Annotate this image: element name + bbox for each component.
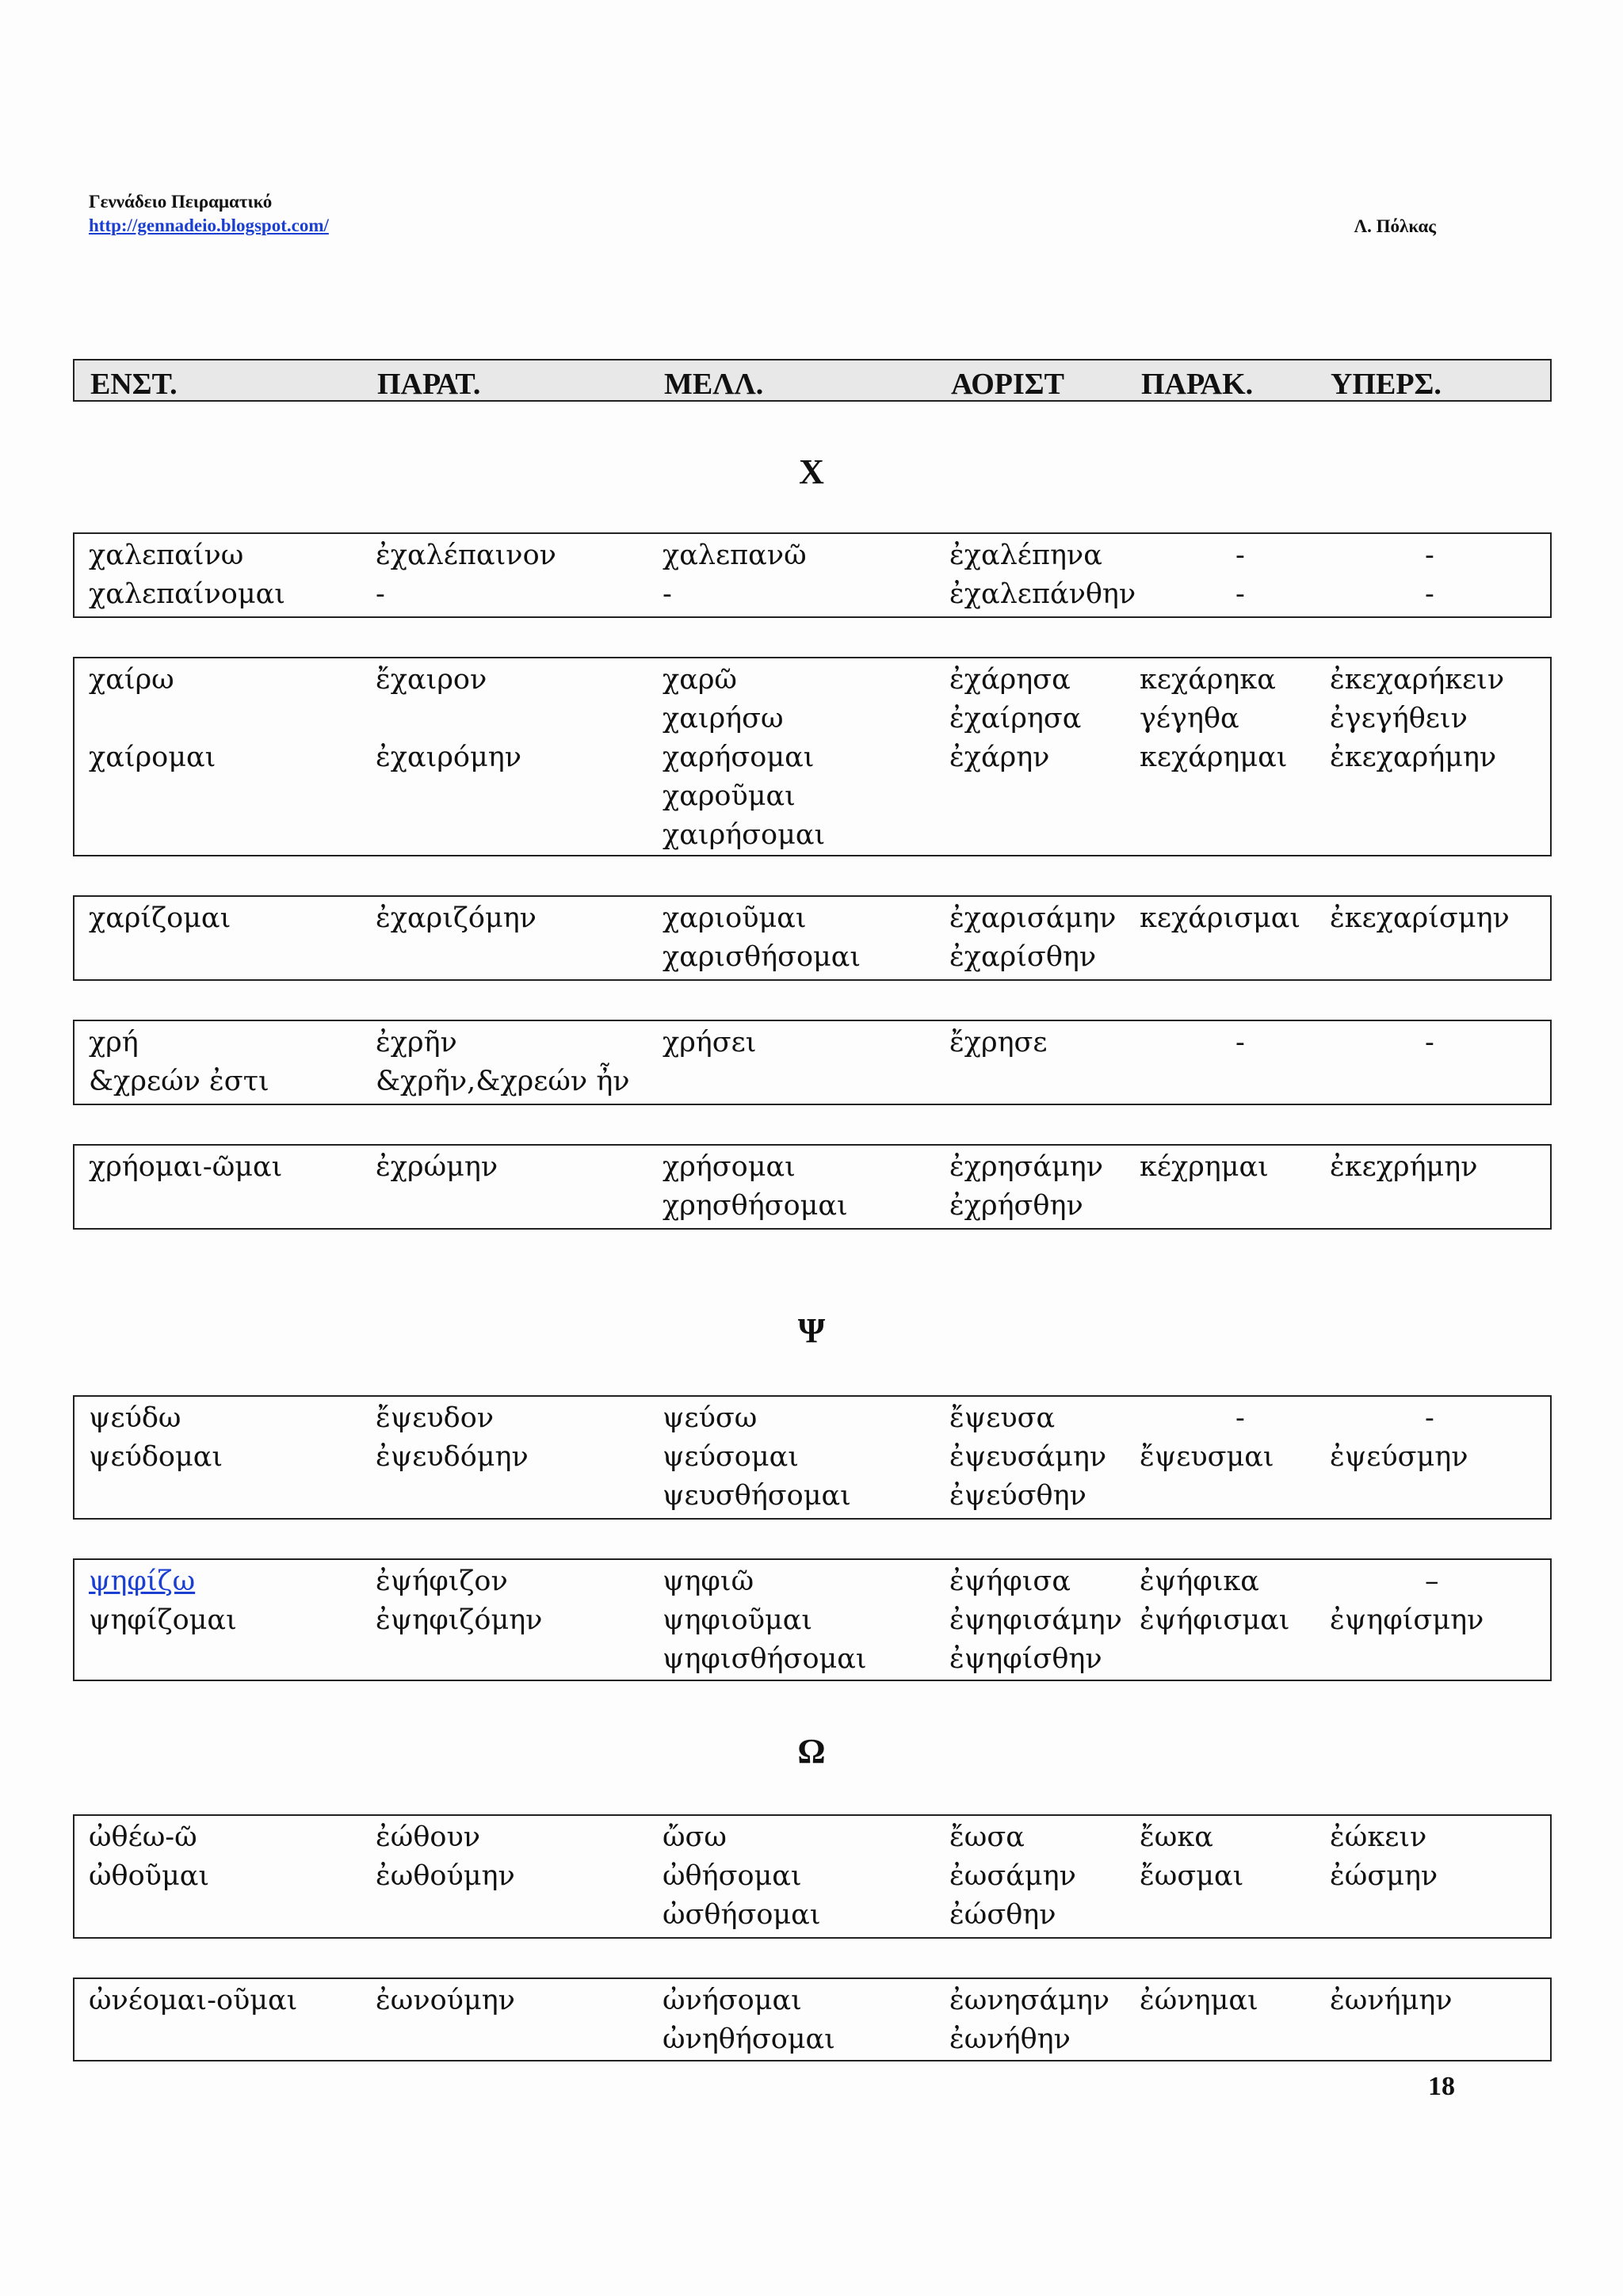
verb-form-aorist: ἐψήφισα xyxy=(949,1566,1071,1597)
verb-form-aorist: ἔψευσα xyxy=(949,1402,1056,1434)
site-url-link[interactable]: http://gennadeio.blogspot.com/ xyxy=(89,215,329,235)
verb-form-present: χαλεπαίνομαι xyxy=(89,578,285,610)
verb-form-present: χαρίζομαι xyxy=(89,902,231,934)
verb-form-future: ψεύσομαι xyxy=(663,1441,799,1473)
verb-form-present: ὠνέομαι-οῦμαι xyxy=(89,1985,298,2016)
verb-form-present: χαίρομαι xyxy=(89,742,216,773)
verb-form-pluperfect: ἐώκειν xyxy=(1330,1821,1427,1853)
verb-form-aorist: ἐψεύσθην xyxy=(949,1480,1086,1512)
verb-form-present: ψεύδομαι xyxy=(89,1441,223,1473)
verb-group-box xyxy=(73,1020,1552,1105)
verb-form-imperfect: ἐψήφιζον xyxy=(376,1566,508,1597)
author-name: Λ. Πόλκας xyxy=(1354,216,1436,236)
verb-form-future: χαροῦμαι xyxy=(663,780,796,812)
verb-form-aorist: ἐχαρίσθην xyxy=(949,941,1097,973)
verb-form-aorist: ἐχάρην xyxy=(949,742,1050,773)
verb-form-present: &χρεών ἐστι xyxy=(89,1066,269,1097)
verb-form-aorist: ἐψηφισάμην xyxy=(949,1604,1122,1636)
verb-form-future: χαλεπανῶ xyxy=(663,540,807,571)
verb-form-aorist: ἐχαίρησα xyxy=(949,703,1082,734)
verb-group-box xyxy=(73,895,1552,981)
section-letter-omega: Ω xyxy=(797,1732,826,1771)
page-number: 18 xyxy=(1428,2072,1455,2101)
verb-form-pluperfect: ἐκεχρήμην xyxy=(1330,1151,1478,1183)
verb-form-perfect: ἔψευσμαι xyxy=(1140,1441,1274,1473)
verb-form-future: ὠσθήσομαι xyxy=(663,1899,821,1931)
verb-form-aorist: ἐχαλέπηνα xyxy=(949,540,1102,571)
verb-form-perfect: - xyxy=(1235,1027,1245,1058)
verb-form-perfect: κεχάρηκα xyxy=(1140,664,1276,696)
verb-form-imperfect: ἐχρώμην xyxy=(376,1151,498,1183)
verb-form-imperfect: ἐχαιρόμην xyxy=(376,742,521,773)
verb-form-pluperfect: - xyxy=(1425,578,1434,610)
verb-form-aorist: ἐωνησάμην xyxy=(949,1985,1110,2016)
verb-form-imperfect: ἐχαλέπαινον xyxy=(376,540,556,571)
verb-form-future: χρησθήσομαι xyxy=(663,1190,848,1222)
verb-form-aorist: ἐχάρησα xyxy=(949,664,1071,696)
verb-form-future: χρήσομαι xyxy=(663,1151,796,1183)
site-name: Γεννάδειο Πειραματικό xyxy=(89,192,273,212)
verb-group-box xyxy=(73,1395,1552,1520)
verb-form-future: ψηφιῶ xyxy=(663,1566,754,1597)
verb-form-pluperfect: ἐώσμην xyxy=(1330,1860,1438,1892)
verb-form-perfect: ἐψήφισμαι xyxy=(1140,1604,1290,1636)
verb-form-perfect: - xyxy=(1235,578,1245,610)
column-header-bar xyxy=(73,359,1552,402)
column-header-pluperfect: ΥΠΕΡΣ. xyxy=(1331,368,1442,401)
section-letter-chi: Χ xyxy=(799,452,824,491)
verb-form-pluperfect: ἐψεύσμην xyxy=(1330,1441,1468,1473)
verb-form-imperfect: ἐώθουν xyxy=(376,1821,481,1853)
verb-form-pluperfect: – xyxy=(1425,1566,1439,1597)
verb-group-box xyxy=(73,657,1552,856)
verb-form-perfect: ἔωσμαι xyxy=(1140,1860,1244,1892)
verb-form-present: χρήομαι-ῶμαι xyxy=(89,1151,283,1183)
verb-form-future: ὠθήσομαι xyxy=(663,1860,802,1892)
verb-form-present: χρή xyxy=(89,1027,139,1058)
verb-form-future: χαιρήσω xyxy=(663,703,784,734)
verb-group-box xyxy=(73,1558,1552,1681)
verb-form-imperfect: &χρῆν,&χρεών ἦν xyxy=(376,1066,630,1097)
verb-form-perfect: - xyxy=(1235,1402,1245,1434)
verb-group-box xyxy=(73,1814,1552,1939)
verb-form-imperfect: ἐχαριζόμην xyxy=(376,902,537,934)
verb-form-perfect: γέγηθα xyxy=(1140,703,1239,734)
verb-form-imperfect: - xyxy=(376,578,385,610)
verb-form-present: ὠθοῦμαι xyxy=(89,1860,210,1892)
verb-form-imperfect: ἐχρῆν xyxy=(376,1027,457,1058)
column-header-present: ΕΝΣΤ. xyxy=(90,368,178,401)
column-header-aorist: ΑΟΡΙΣΤ xyxy=(951,368,1064,401)
verb-form-imperfect: ἐψηφιζόμην xyxy=(376,1604,543,1636)
verb-form-imperfect: ἐωθούμην xyxy=(376,1860,515,1892)
verb-form-aorist: ἐχαρισάμην xyxy=(949,902,1117,934)
verb-group-box xyxy=(73,1978,1552,2061)
document-header xyxy=(89,190,329,238)
column-header-imperfect: ΠΑΡΑΤ. xyxy=(377,368,481,401)
column-header-perfect: ΠΑΡΑΚ. xyxy=(1141,368,1254,401)
verb-form-pluperfect: - xyxy=(1425,540,1434,571)
verb-form-imperfect: ἐωνούμην xyxy=(376,1985,515,2016)
verb-form-pluperfect: ἐκεχαρίσμην xyxy=(1330,902,1510,934)
verb-form-aorist: ἐχρήσθην xyxy=(949,1190,1083,1222)
verb-form-present: ψηφίζομαι xyxy=(89,1604,237,1636)
verb-form-aorist: ἐχαλεπάνθην xyxy=(949,578,1136,610)
verb-form-pluperfect: ἐκεχαρήκειν xyxy=(1330,664,1505,696)
verb-form-pluperfect: ἐψηφίσμην xyxy=(1330,1604,1484,1636)
verb-form-future: χαρῶ xyxy=(663,664,737,696)
verb-form-present: ψεύδω xyxy=(89,1402,181,1434)
verb-form-present: ὠθέω-ῶ xyxy=(89,1821,197,1853)
verb-form-pluperfect: ἐωνήμην xyxy=(1330,1985,1453,2016)
verb-form-aorist: ἐωσάμην xyxy=(949,1860,1076,1892)
verb-form-imperfect: ἔψευδον xyxy=(376,1402,495,1434)
verb-form-aorist: ἐχρησάμην xyxy=(949,1151,1104,1183)
verb-form-perfect: ἔωκα xyxy=(1140,1821,1213,1853)
verb-form-perfect: - xyxy=(1235,540,1245,571)
verb-form-future: ὤσω xyxy=(663,1821,727,1853)
verb-form-future: ὠνηθήσομαι xyxy=(663,2023,835,2055)
verb-form-aorist: ἐώσθην xyxy=(949,1899,1056,1931)
verb-form-perfect: ἐψήφικα xyxy=(1140,1566,1259,1597)
verb-link-psifizo[interactable]: ψηφίζω xyxy=(89,1566,196,1597)
verb-form-perfect: κεχάρισμαι xyxy=(1140,902,1301,934)
verb-form-future: χαρισθήσομαι xyxy=(663,941,861,973)
column-header-future: ΜΕΛΛ. xyxy=(664,368,764,401)
verb-form-perfect: κέχρημαι xyxy=(1140,1151,1269,1183)
verb-form-aorist: ἔωσα xyxy=(949,1821,1025,1853)
verb-form-pluperfect: ἐκεχαρήμην xyxy=(1330,742,1497,773)
verb-form-future: ψεύσω xyxy=(663,1402,758,1434)
verb-form-aorist: ἐψευσάμην xyxy=(949,1441,1107,1473)
verb-group-box xyxy=(73,532,1552,618)
verb-form-present: χαίρω xyxy=(89,664,174,696)
verb-form-future: χαριοῦμαι xyxy=(663,902,807,934)
verb-form-pluperfect: - xyxy=(1425,1402,1434,1434)
verb-form-future: ψηφισθήσομαι xyxy=(663,1643,867,1675)
verb-form-aorist: ἐωνήθην xyxy=(949,2023,1071,2055)
verb-form-imperfect: ἔχαιρον xyxy=(376,664,487,696)
verb-form-pluperfect: - xyxy=(1425,1027,1434,1058)
verb-form-pluperfect: ἐγεγήθειν xyxy=(1330,703,1468,734)
verb-form-aorist: ἔχρησε xyxy=(949,1027,1048,1058)
verb-form-future: χαρήσομαι xyxy=(663,742,815,773)
verb-form-future: χρήσει xyxy=(663,1027,757,1058)
verb-form-aorist: ἐψηφίσθην xyxy=(949,1643,1102,1675)
verb-form-perfect: κεχάρημαι xyxy=(1140,742,1288,773)
verb-form-future: χαιρήσομαι xyxy=(663,819,826,851)
verb-form-present: χαλεπαίνω xyxy=(89,540,244,571)
verb-form-future: ψευσθήσομαι xyxy=(663,1480,851,1512)
verb-form-future: - xyxy=(663,578,672,610)
verb-form-future: ὠνήσομαι xyxy=(663,1985,802,2016)
verb-group-box xyxy=(73,1144,1552,1230)
section-letter-psi: Ψ xyxy=(797,1311,826,1350)
verb-form-perfect: ἐώνημαι xyxy=(1140,1985,1258,2016)
verb-form-future: ψηφιοῦμαι xyxy=(663,1604,813,1636)
verb-form-imperfect: ἐψευδόμην xyxy=(376,1441,529,1473)
